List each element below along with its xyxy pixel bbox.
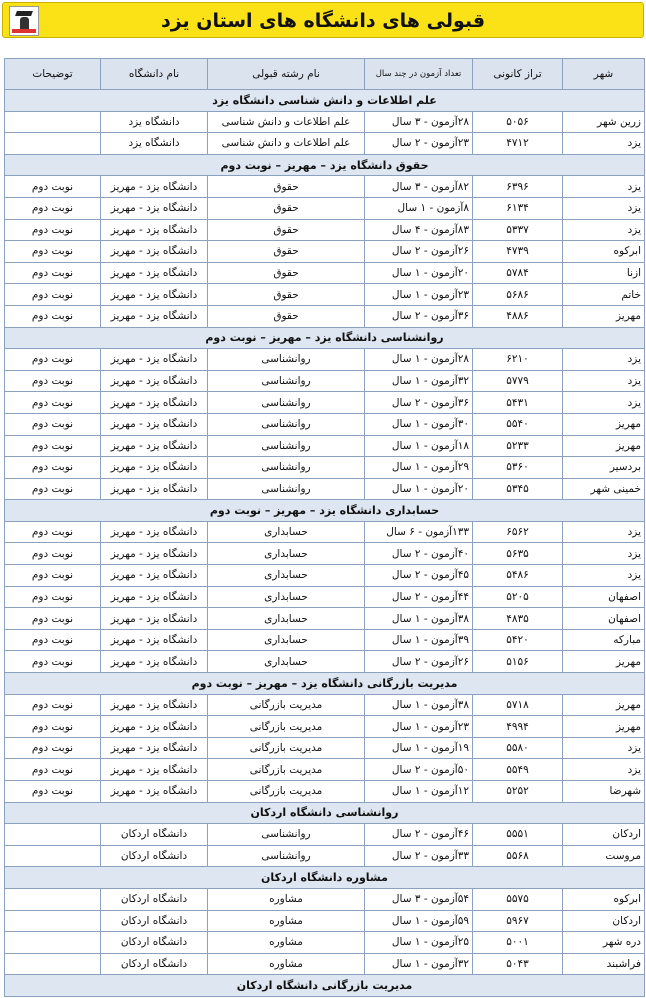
score-cell: ۵۶۳۵: [473, 543, 563, 565]
table-row: [5, 284, 645, 306]
university-cell: دانشگاه اردکان: [101, 845, 208, 867]
table-row: [5, 478, 645, 500]
exams-cell: ۳۲آزمون - ۱ سال: [365, 953, 473, 975]
table-row: [5, 392, 645, 414]
university-cell: دانشگاه یزد - مهریز: [101, 759, 208, 781]
table-row: [5, 586, 645, 608]
section-title: روانشناسی دانشگاه اردکان: [5, 802, 645, 824]
university-cell: دانشگاه اردکان: [101, 953, 208, 975]
city-cell: ازنا: [563, 262, 645, 284]
notes-cell: نوبت دوم: [5, 241, 101, 263]
city-cell: مهریز: [563, 435, 645, 457]
city-cell: مهریز: [563, 651, 645, 673]
field-cell: حسابداری: [208, 608, 365, 630]
table-row: [5, 824, 645, 846]
city-cell: یزد: [563, 759, 645, 781]
title-banner: [2, 2, 644, 38]
field-cell: روانشناسی: [208, 478, 365, 500]
table-row: [5, 413, 645, 435]
score-cell: ۵۹۶۷: [473, 910, 563, 932]
header-university: نام دانشگاه: [101, 59, 208, 90]
field-cell: حسابداری: [208, 586, 365, 608]
score-cell: ۵۴۸۶: [473, 565, 563, 587]
notes-cell: نوبت دوم: [5, 781, 101, 803]
exams-cell: ۲۸آزمون - ۱ سال: [365, 349, 473, 371]
field-cell: حسابداری: [208, 651, 365, 673]
notes-cell: نوبت دوم: [5, 349, 101, 371]
exams-cell: ۲۰آزمون - ۱ سال: [365, 262, 473, 284]
notes-cell: نوبت دوم: [5, 370, 101, 392]
exams-cell: ۱۲آزمون - ۱ سال: [365, 781, 473, 803]
table-header-row: [5, 59, 645, 90]
university-cell: دانشگاه یزد - مهریز: [101, 781, 208, 803]
city-cell: مهریز: [563, 413, 645, 435]
notes-cell: نوبت دوم: [5, 457, 101, 479]
notes-cell: نوبت دوم: [5, 651, 101, 673]
exams-cell: ۲۳آزمون - ۲ سال: [365, 133, 473, 155]
field-cell: علم اطلاعات و دانش شناسی: [208, 111, 365, 133]
score-cell: ۵۰۵۶: [473, 111, 563, 133]
university-cell: دانشگاه یزد - مهریز: [101, 521, 208, 543]
exams-cell: ۳۲آزمون - ۱ سال: [365, 370, 473, 392]
score-cell: ۵۲۰۵: [473, 586, 563, 608]
city-cell: اصفهان: [563, 608, 645, 630]
notes-cell: نوبت دوم: [5, 716, 101, 738]
city-cell: یزد: [563, 565, 645, 587]
exams-cell: ۲۶آزمون - ۲ سال: [365, 241, 473, 263]
section-title: روانشناسی دانشگاه یزد – مهریز – نوبت دوم: [5, 327, 645, 349]
field-cell: حسابداری: [208, 565, 365, 587]
notes-cell: نوبت دوم: [5, 305, 101, 327]
exams-cell: ۲۹آزمون - ۱ سال: [365, 457, 473, 479]
city-cell: خمینی شهر: [563, 478, 645, 500]
city-cell: بردسیر: [563, 457, 645, 479]
notes-cell: [5, 888, 101, 910]
notes-cell: نوبت دوم: [5, 176, 101, 198]
exams-cell: ۲۸آزمون - ۳ سال: [365, 111, 473, 133]
exams-cell: ۵۴آزمون - ۳ سال: [365, 888, 473, 910]
score-cell: ۵۴۲۰: [473, 629, 563, 651]
field-cell: حقوق: [208, 305, 365, 327]
exams-cell: ۸۳آزمون - ۴ سال: [365, 219, 473, 241]
header-score: تراز کانونی: [473, 59, 563, 90]
field-cell: مشاوره: [208, 910, 365, 932]
exams-cell: ۳۶آزمون - ۲ سال: [365, 305, 473, 327]
exams-cell: ۸آزمون - ۱ سال: [365, 197, 473, 219]
notes-cell: نوبت دوم: [5, 219, 101, 241]
section-header-row: [5, 327, 645, 349]
exams-cell: ۵۹آزمون - ۱ سال: [365, 910, 473, 932]
score-cell: ۵۵۵۱: [473, 824, 563, 846]
field-cell: حقوق: [208, 284, 365, 306]
table-row: [5, 608, 645, 630]
notes-cell: نوبت دوم: [5, 629, 101, 651]
score-cell: ۴۷۱۲: [473, 133, 563, 155]
section-header-row: [5, 802, 645, 824]
university-cell: دانشگاه یزد - مهریز: [101, 651, 208, 673]
field-cell: روانشناسی: [208, 349, 365, 371]
exams-cell: ۴۵آزمون - ۲ سال: [365, 565, 473, 587]
table-row: [5, 133, 645, 155]
exams-cell: ۴۴آزمون - ۲ سال: [365, 586, 473, 608]
city-cell: یزد: [563, 349, 645, 371]
city-cell: مهریز: [563, 694, 645, 716]
university-cell: دانشگاه یزد - مهریز: [101, 435, 208, 457]
notes-cell: نوبت دوم: [5, 435, 101, 457]
exams-cell: ۸۲آزمون - ۳ سال: [365, 176, 473, 198]
field-cell: حقوق: [208, 219, 365, 241]
table-row: [5, 370, 645, 392]
field-cell: حسابداری: [208, 629, 365, 651]
table-row: [5, 694, 645, 716]
notes-cell: [5, 910, 101, 932]
exams-cell: ۵۰آزمون - ۲ سال: [365, 759, 473, 781]
table-row: [5, 435, 645, 457]
table-row: [5, 953, 645, 975]
table-row: [5, 176, 645, 198]
notes-cell: [5, 932, 101, 954]
university-cell: دانشگاه یزد - مهریز: [101, 716, 208, 738]
exams-cell: ۲۶آزمون - ۲ سال: [365, 651, 473, 673]
field-cell: روانشناسی: [208, 370, 365, 392]
table-row: [5, 197, 645, 219]
city-cell: مهریز: [563, 716, 645, 738]
city-cell: یزد: [563, 219, 645, 241]
city-cell: یزد: [563, 197, 645, 219]
section-title: مشاوره دانشگاه اردکان: [5, 867, 645, 889]
city-cell: فراشبند: [563, 953, 645, 975]
exams-cell: ۲۵آزمون - ۱ سال: [365, 932, 473, 954]
university-cell: دانشگاه یزد - مهریز: [101, 219, 208, 241]
exams-cell: ۱۳۳آزمون - ۶ سال: [365, 521, 473, 543]
score-cell: ۶۲۱۰: [473, 349, 563, 371]
university-cell: دانشگاه یزد - مهریز: [101, 370, 208, 392]
table-row: [5, 845, 645, 867]
section-title: مدیریت بازرگانی دانشگاه یزد – مهریز – نوبت دوم: [5, 673, 645, 695]
score-cell: ۴۸۳۵: [473, 608, 563, 630]
city-cell: اصفهان: [563, 586, 645, 608]
exams-cell: ۳۶آزمون - ۲ سال: [365, 392, 473, 414]
notes-cell: نوبت دوم: [5, 608, 101, 630]
notes-cell: [5, 133, 101, 155]
university-cell: دانشگاه یزد - مهریز: [101, 241, 208, 263]
score-cell: ۵۵۴۰: [473, 413, 563, 435]
university-cell: دانشگاه یزد - مهریز: [101, 413, 208, 435]
field-cell: مشاوره: [208, 953, 365, 975]
notes-cell: نوبت دوم: [5, 284, 101, 306]
score-cell: ۵۳۴۵: [473, 478, 563, 500]
exams-cell: ۳۸آزمون - ۱ سال: [365, 608, 473, 630]
notes-cell: نوبت دوم: [5, 565, 101, 587]
table-row: [5, 932, 645, 954]
university-cell: دانشگاه یزد - مهریز: [101, 349, 208, 371]
notes-cell: نوبت دوم: [5, 737, 101, 759]
page-title: قبولی های دانشگاه های استان یزد: [160, 10, 486, 32]
table-row: [5, 565, 645, 587]
university-cell: دانشگاه یزد - مهریز: [101, 284, 208, 306]
section-header-row: [5, 867, 645, 889]
city-cell: یزد: [563, 176, 645, 198]
score-cell: ۴۷۳۹: [473, 241, 563, 263]
exams-cell: ۴۶آزمون - ۲ سال: [365, 824, 473, 846]
table-row: [5, 111, 645, 133]
table-row: [5, 781, 645, 803]
notes-cell: نوبت دوم: [5, 478, 101, 500]
section-title: حقوق دانشگاه یزد – مهریز – نوبت دوم: [5, 154, 645, 176]
header-city: شهر: [563, 59, 645, 90]
city-cell: یزد: [563, 392, 645, 414]
field-cell: حسابداری: [208, 521, 365, 543]
field-cell: مدیریت بازرگانی: [208, 694, 365, 716]
field-cell: روانشناسی: [208, 845, 365, 867]
exams-cell: ۱۸آزمون - ۱ سال: [365, 435, 473, 457]
score-cell: ۵۳۶۰: [473, 457, 563, 479]
score-cell: ۵۲۵۲: [473, 781, 563, 803]
score-cell: ۵۷۸۴: [473, 262, 563, 284]
table-row: [5, 241, 645, 263]
city-cell: یزد: [563, 133, 645, 155]
university-cell: دانشگاه یزد: [101, 111, 208, 133]
field-cell: مشاوره: [208, 888, 365, 910]
score-cell: ۵۴۳۱: [473, 392, 563, 414]
score-cell: ۵۵۶۸: [473, 845, 563, 867]
section-title: مدیریت بازرگانی دانشگاه اردکان: [5, 975, 645, 997]
university-cell: دانشگاه یزد - مهریز: [101, 262, 208, 284]
notes-cell: نوبت دوم: [5, 413, 101, 435]
notes-cell: نوبت دوم: [5, 521, 101, 543]
notes-cell: نوبت دوم: [5, 586, 101, 608]
table-row: [5, 910, 645, 932]
university-cell: دانشگاه یزد - مهریز: [101, 694, 208, 716]
exams-cell: ۲۰آزمون - ۱ سال: [365, 478, 473, 500]
university-cell: دانشگاه یزد - مهریز: [101, 737, 208, 759]
notes-cell: [5, 953, 101, 975]
field-cell: حقوق: [208, 262, 365, 284]
score-cell: ۵۲۳۳: [473, 435, 563, 457]
table-row: [5, 262, 645, 284]
university-cell: دانشگاه یزد - مهریز: [101, 197, 208, 219]
score-cell: ۵۵۸۰: [473, 737, 563, 759]
score-cell: ۵۷۱۸: [473, 694, 563, 716]
table-row: [5, 737, 645, 759]
section-header-row: [5, 90, 645, 112]
field-cell: مشاوره: [208, 932, 365, 954]
score-cell: ۶۵۶۲: [473, 521, 563, 543]
city-cell: مروست: [563, 845, 645, 867]
city-cell: یزد: [563, 370, 645, 392]
city-cell: زرین شهر: [563, 111, 645, 133]
field-cell: علم اطلاعات و دانش شناسی: [208, 133, 365, 155]
notes-cell: نوبت دوم: [5, 759, 101, 781]
exams-cell: ۳۳آزمون - ۲ سال: [365, 845, 473, 867]
table-row: [5, 219, 645, 241]
notes-cell: [5, 845, 101, 867]
city-cell: اردکان: [563, 824, 645, 846]
score-cell: ۵۵۴۹: [473, 759, 563, 781]
table-row: [5, 716, 645, 738]
exams-cell: ۴۰آزمون - ۲ سال: [365, 543, 473, 565]
table-row: [5, 457, 645, 479]
notes-cell: نوبت دوم: [5, 197, 101, 219]
field-cell: مدیریت بازرگانی: [208, 781, 365, 803]
university-cell: دانشگاه یزد - مهریز: [101, 629, 208, 651]
university-cell: دانشگاه یزد - مهریز: [101, 392, 208, 414]
field-cell: مدیریت بازرگانی: [208, 759, 365, 781]
section-title: حسابداری دانشگاه یزد – مهریز – نوبت دوم: [5, 500, 645, 522]
field-cell: روانشناسی: [208, 392, 365, 414]
university-cell: دانشگاه اردکان: [101, 932, 208, 954]
score-cell: ۶۱۳۴: [473, 197, 563, 219]
table-row: [5, 543, 645, 565]
university-cell: دانشگاه اردکان: [101, 910, 208, 932]
university-cell: دانشگاه یزد - مهریز: [101, 543, 208, 565]
university-cell: دانشگاه یزد - مهریز: [101, 586, 208, 608]
notes-cell: نوبت دوم: [5, 694, 101, 716]
score-cell: ۵۳۳۷: [473, 219, 563, 241]
table-row: [5, 651, 645, 673]
university-cell: دانشگاه یزد - مهریز: [101, 478, 208, 500]
city-cell: ابرکوه: [563, 888, 645, 910]
field-cell: حسابداری: [208, 543, 365, 565]
city-cell: مهریز: [563, 305, 645, 327]
score-cell: ۵۰۴۳: [473, 953, 563, 975]
field-cell: روانشناسی: [208, 824, 365, 846]
header-field: نام رشته قبولی: [208, 59, 365, 90]
field-cell: حقوق: [208, 197, 365, 219]
section-title: علم اطلاعات و دانش شناسی دانشگاه یزد: [5, 90, 645, 112]
section-header-row: [5, 975, 645, 997]
exams-cell: ۲۳آزمون - ۱ سال: [365, 716, 473, 738]
notes-cell: نوبت دوم: [5, 262, 101, 284]
university-cell: دانشگاه اردکان: [101, 888, 208, 910]
section-header-row: [5, 673, 645, 695]
exams-cell: ۱۹آزمون - ۱ سال: [365, 737, 473, 759]
notes-cell: [5, 824, 101, 846]
score-cell: ۵۵۷۵: [473, 888, 563, 910]
notes-cell: نوبت دوم: [5, 392, 101, 414]
exams-cell: ۳۸آزمون - ۱ سال: [365, 694, 473, 716]
university-cell: دانشگاه اردکان: [101, 824, 208, 846]
table-body: [5, 90, 645, 997]
score-cell: ۶۳۹۶: [473, 176, 563, 198]
university-cell: دانشگاه یزد - مهریز: [101, 608, 208, 630]
university-cell: دانشگاه یزد: [101, 133, 208, 155]
table-row: [5, 629, 645, 651]
table-row: [5, 349, 645, 371]
city-cell: ابرکوه: [563, 241, 645, 263]
university-cell: دانشگاه یزد - مهریز: [101, 457, 208, 479]
notes-cell: [5, 111, 101, 133]
city-cell: دره شهر: [563, 932, 645, 954]
city-cell: یزد: [563, 737, 645, 759]
table-row: [5, 888, 645, 910]
exams-cell: ۲۳آزمون - ۱ سال: [365, 284, 473, 306]
admissions-table: [4, 58, 645, 997]
section-header-row: [5, 154, 645, 176]
field-cell: حقوق: [208, 176, 365, 198]
header-notes: توضیحات: [5, 59, 101, 90]
notes-cell: نوبت دوم: [5, 543, 101, 565]
field-cell: روانشناسی: [208, 457, 365, 479]
table-row: [5, 305, 645, 327]
field-cell: مدیریت بازرگانی: [208, 716, 365, 738]
exams-cell: ۳۹آزمون - ۱ سال: [365, 629, 473, 651]
score-cell: ۵۱۵۶: [473, 651, 563, 673]
university-cell: دانشگاه یزد - مهریز: [101, 305, 208, 327]
city-cell: مبارکه: [563, 629, 645, 651]
field-cell: روانشناسی: [208, 413, 365, 435]
exams-cell: ۳۰آزمون - ۱ سال: [365, 413, 473, 435]
score-cell: ۵۶۸۶: [473, 284, 563, 306]
field-cell: مدیریت بازرگانی: [208, 737, 365, 759]
university-cell: دانشگاه یزد - مهریز: [101, 565, 208, 587]
table-row: [5, 759, 645, 781]
city-cell: اردکان: [563, 910, 645, 932]
field-cell: روانشناسی: [208, 435, 365, 457]
city-cell: خاتم: [563, 284, 645, 306]
header-exams: تعداد آزمون در چند سال: [365, 59, 473, 90]
score-cell: ۴۸۸۶: [473, 305, 563, 327]
section-header-row: [5, 500, 645, 522]
table-row: [5, 521, 645, 543]
score-cell: ۵۷۷۹: [473, 370, 563, 392]
city-cell: شهرضا: [563, 781, 645, 803]
field-cell: حقوق: [208, 241, 365, 263]
score-cell: ۴۹۹۴: [473, 716, 563, 738]
score-cell: ۵۰۰۱: [473, 932, 563, 954]
city-cell: یزد: [563, 521, 645, 543]
university-cell: دانشگاه یزد - مهریز: [101, 176, 208, 198]
city-cell: یزد: [563, 543, 645, 565]
